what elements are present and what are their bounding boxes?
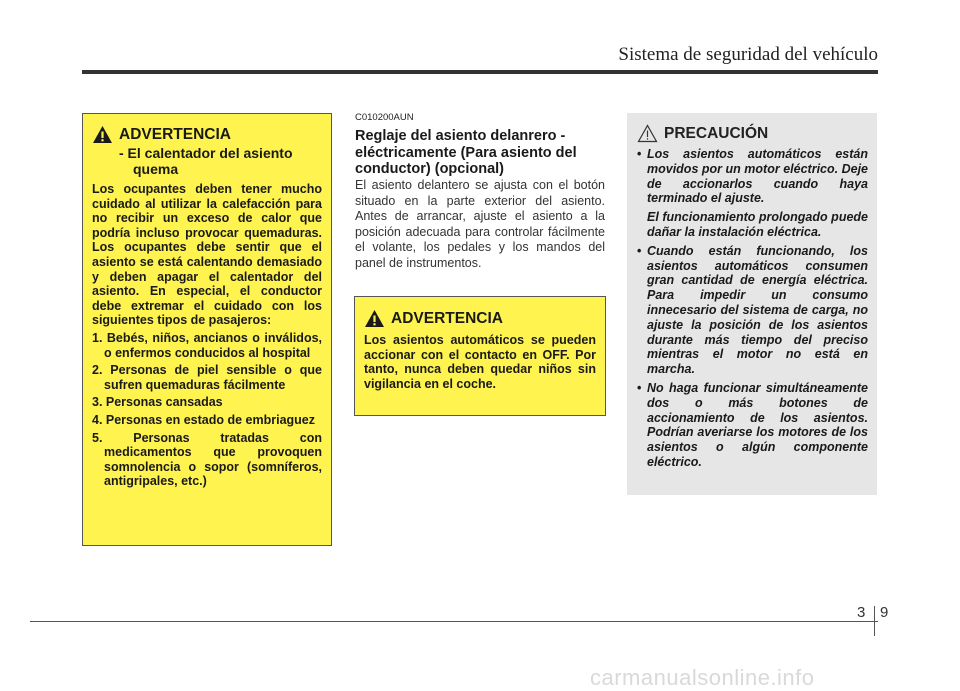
warning-triangle-icon bbox=[92, 125, 113, 144]
warning-header bbox=[364, 309, 596, 328]
warning-title: ADVERTENCIA bbox=[119, 125, 231, 143]
list-item: 4. Personas en estado de embriaguez bbox=[92, 412, 315, 427]
caution-header bbox=[637, 124, 868, 143]
section-body: El asiento delantero se ajusta con el botón situado en la parte exterior del asiento. Antes de arrancar, ajuste el asiento a la posición adecuada para controlar fácilmente el volante, los pedales y los mandos del panel de instrumentos. bbox=[355, 178, 605, 270]
page-number: 9 bbox=[880, 604, 889, 621]
footer-rule bbox=[30, 621, 878, 622]
warning-passenger-list bbox=[92, 331, 322, 489]
list-item: 5. Personas tratadas con medicamentos que provoquen somnolencia o sopor (somníferos, antigripales, etc.) bbox=[92, 430, 322, 489]
chapter-number: 3 bbox=[857, 604, 866, 621]
list-item bbox=[637, 244, 868, 377]
warning-text: Los asientos automáticos se pueden accionar con el contacto en OFF. Por tanto, nunca deben quedar niños sin vigilancia en el coche. bbox=[364, 333, 596, 391]
warning-title: ADVERTENCIA bbox=[391, 309, 503, 327]
warning-subtitle bbox=[92, 145, 322, 177]
caution-item-2: • Cuando están funcionando, los asientos automáticos consumen gran cantidad de energía eléctrica. Para impedir un consumo innecesario del sistema de carga, no ajuste la posición de los asientos durante más tiempo del preciso mientras el motor no está en marcha. bbox=[647, 243, 868, 377]
warning-intro: Los ocupantes deben tener mucho cuidado al utilizar la calefacción para no recibir un exceso de calor que podría incluso provocar quemaduras. Los ocupantes debe sentir que el asiento se está calentando demasiado y deben apagar el calentador del asiento. En especial, el conductor debe extremar el cuidado con los siguientes tipos de pasajeros: bbox=[92, 182, 322, 328]
section-heading: Reglaje del asiento delanrero - eléctricamente (Para asiento del conductor) (opcional) bbox=[355, 128, 577, 177]
watermark: carmanualsonline.info bbox=[590, 665, 815, 690]
warning-text bbox=[92, 182, 322, 328]
caution-list bbox=[637, 147, 868, 470]
list-item: 2. Personas de piel sensible o que sufren quemaduras fácilmente bbox=[92, 363, 322, 392]
caution-item-1-p1: • Los asientos automáticos están movidos por un motor eléctrico. Deje de accionarlos cuando haya terminado el ajuste. bbox=[647, 147, 868, 206]
list-item: 1. Bebés, niños, ancianos o inválidos, o enfermos conducidos al hospital bbox=[92, 330, 322, 360]
caution-triangle-icon bbox=[637, 124, 658, 143]
caution-title: PRECAUCIÓN bbox=[664, 124, 769, 142]
caution-box bbox=[627, 113, 877, 495]
warning-box-heated-seat bbox=[82, 113, 332, 546]
list-item bbox=[637, 381, 868, 470]
warning-header bbox=[92, 125, 322, 144]
caution-item-3: • No haga funcionar simultáneamente dos o más botones de accionamiento de los asientos. Podrían averiarse los motores de los asientos o algún componente eléctrico. bbox=[647, 380, 868, 469]
section-code: C010200AUN bbox=[355, 112, 414, 123]
warning-triangle-icon bbox=[364, 309, 385, 328]
page-header-title: Sistema de seguridad del vehículo bbox=[618, 44, 878, 65]
header-rule bbox=[82, 70, 878, 74]
footer-separator bbox=[874, 606, 875, 636]
warning-subtitle-line1: - El calentador del asiento bbox=[119, 145, 293, 161]
warning-subtitle-line2: quema bbox=[133, 161, 179, 177]
list-item: 3. Personas cansadas bbox=[92, 395, 223, 410]
caution-item-1-p2: El funcionamiento prolongado puede dañar la instalación eléctrica. bbox=[647, 210, 868, 239]
list-item bbox=[637, 147, 868, 240]
warning-box-power-seat bbox=[354, 296, 606, 416]
